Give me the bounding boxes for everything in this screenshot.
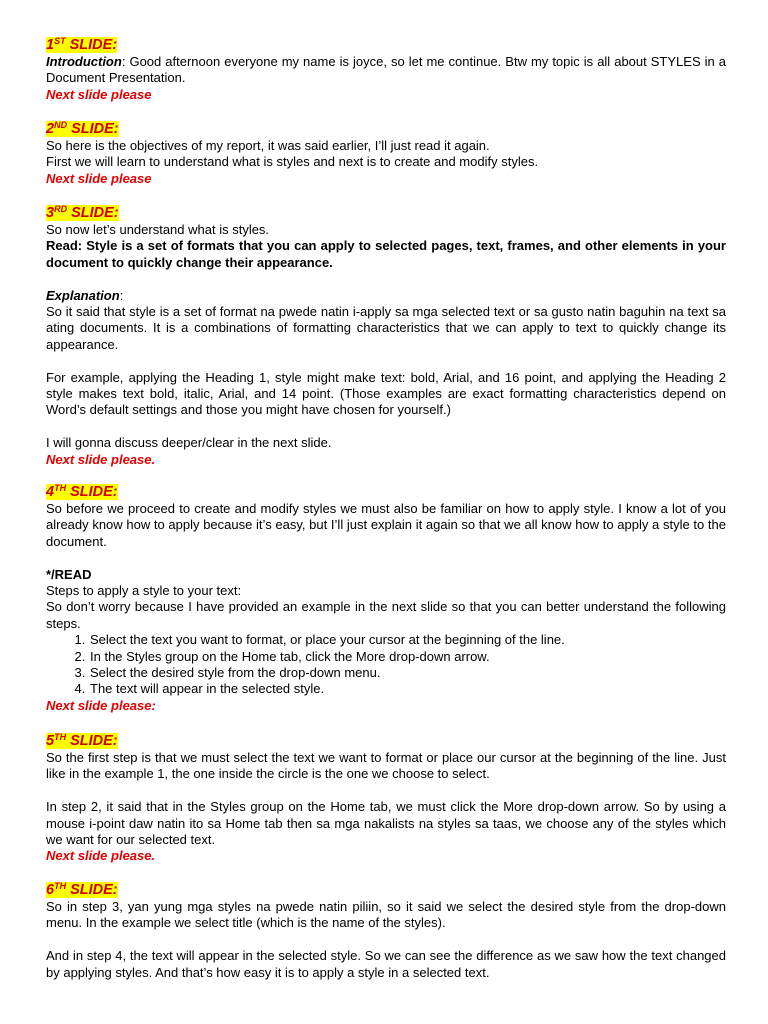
slide-3-discuss: I will gonna discuss deeper/clear in the next slide. [46, 435, 332, 451]
slide-5-paragraph-2: In step 2, it said that in the Styles group on the Home tab, we must click the More drop-down arrow. So by using a mouse i-point daw natin ito sa Home tab then sa mga nakalists na styles sa taas, we choose any of the styles which we want for our selected text. [46, 799, 726, 848]
slide-4-next: Next slide please: [46, 697, 156, 713]
read-text: : Style is a set of formats that you can apply to selected pages, text, frames, and other elements in your document to quickly change their appearance. [46, 238, 726, 270]
slide-3-example-text: For example, applying the Heading 1, style might make text: bold, Arial, and 16 point, and applying the Heading 2 style makes text bold, italic, Arial, and 14 point. (Those examples are exact formatting characteristics depend on Word’s default settings and those you might have chosen for yourself.) [46, 369, 726, 418]
slide-3-number: 3 [46, 205, 55, 221]
slide-3-explanation-text: So it said that style is a set of format na pwede natin i-apply sa mga selected text or sa gusto natin baguhin na text sa ating documents. It is a combinations of formatting characteristics that we can apply to text to quickly change its appearance. [46, 304, 726, 352]
slide-4-ordinal: TH [54, 483, 67, 493]
slide-4-paragraph-1: So before we proceed to create and modify styles we must also be familiar on how to apply style. I know a lot of you already know how to apply because it’s easy, but I’ll just explain it again so that we all know how to apply a style to the document. [46, 501, 726, 549]
slide-5-section [46, 732, 726, 865]
slide-3-ordinal: RD [54, 204, 68, 214]
slide-3-explanation-label [46, 288, 726, 304]
slide-5-number: 5 [46, 733, 55, 749]
slide-4-read-label: */READ [46, 566, 92, 582]
slide-2-section [46, 120, 726, 187]
slide-2-ordinal: ND [54, 120, 68, 130]
steps-list [46, 632, 726, 698]
slide-6-number: 6 [46, 882, 55, 898]
slide-3-next: Next slide please. [46, 451, 156, 467]
intro-text: : Good afternoon everyone my name is joyce, so let me continue. Btw my topic is all about STYLES in a Document Presentation. [46, 54, 726, 86]
read-label: Read [46, 238, 78, 254]
slide-1-ordinal: ST [54, 36, 66, 46]
slide-4-heading [46, 483, 726, 501]
slide-5-word: SLIDE: [66, 733, 118, 749]
slide-6-heading [46, 881, 726, 899]
slide-3-read [46, 238, 726, 271]
slide-1-intro [46, 54, 726, 87]
slide-4-section [46, 483, 726, 714]
slide-1-next: Next slide please [46, 86, 152, 102]
slide-3-section [46, 204, 726, 468]
slide-1-number: 1 [46, 37, 55, 53]
explanation-colon: : [119, 287, 124, 303]
slide-1-section [46, 36, 726, 103]
slide-3-word: SLIDE: [67, 205, 119, 221]
list-item: 2. In the Styles group on the Home tab, click the More drop-down arrow. [89, 649, 726, 665]
slide-4-steps-title: Steps to apply a style to your text: [46, 583, 242, 599]
slide-6-ordinal: TH [54, 881, 67, 891]
slide-3-heading [46, 204, 726, 222]
slide-5-paragraph-1: So the first step is that we must select the text we want to format or place our cursor at the beginning of the line. Just like in the example 1, the one inside the circle is the one we choose to select. [46, 750, 726, 782]
list-item: 1. Select the text you want to format, or place your cursor at the beginning of the line. [89, 632, 726, 648]
slide-4-word: SLIDE: [66, 484, 118, 500]
slide-6-paragraph-1: So in step 3, yan yung mga styles na pwede natin piliin, so it said we select the desired style from the drop-down menu. In the example we select title (which is the name of the styles). [46, 899, 726, 931]
slide-1-word: SLIDE: [65, 37, 118, 53]
slide-5-ordinal: TH [54, 732, 67, 742]
list-item: 4. The text will appear in the selected style. [89, 681, 726, 697]
slide-2-number: 2 [46, 121, 55, 137]
slide-2-line-1: So here is the objectives of my report, it was said earlier, I’ll just read it again. [46, 138, 490, 153]
slide-2-word: SLIDE: [67, 121, 119, 137]
slide-5-heading [46, 732, 726, 750]
slide-2-line-2: First we will learn to understand what is styles and next is to create and modify styles. [46, 154, 539, 170]
slide-2-heading [46, 120, 726, 138]
slide-2-next: Next slide please [46, 170, 152, 186]
list-item: 3. Select the desired style from the drop-down menu. [89, 665, 726, 681]
slide-1-heading [46, 36, 726, 54]
slide-3-line-1: So now let’s understand what is styles. [46, 222, 270, 237]
slide-4-steps-intro: So don’t worry because I have provided an example in the next slide so that you can better understand the following steps. [46, 599, 726, 631]
slide-6-section [46, 881, 726, 981]
explanation-label: Explanation [46, 287, 120, 303]
slide-6-word: SLIDE: [66, 882, 118, 898]
slide-5-next: Next slide please. [46, 848, 156, 864]
slide-6-paragraph-2: And in step 4, the text will appear in the selected style. So we can see the difference as we saw how the text changed by applying styles. And that’s how easy it is to apply a style in a selected text. [46, 948, 726, 980]
slide-4-number: 4 [46, 484, 55, 500]
intro-label: Introduction [46, 54, 122, 69]
